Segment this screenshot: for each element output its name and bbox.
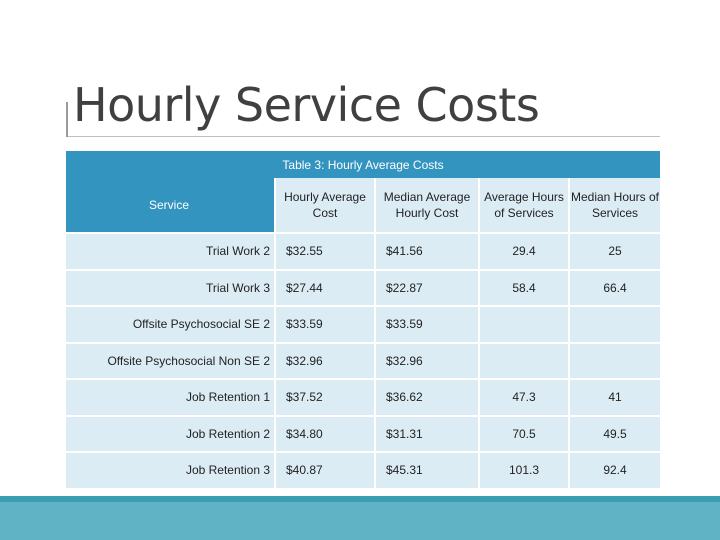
cell-service: Job Retention 2 <box>66 417 276 454</box>
cell-service: Trial Work 2 <box>66 234 276 271</box>
cell-average-hours: 47.3 <box>480 380 570 417</box>
cell-median-hours: 49.5 <box>570 417 660 454</box>
header-median-average-hourly-cost: Median Average Hourly Cost <box>376 178 480 234</box>
cell-median-hours: 92.4 <box>570 453 660 490</box>
cell-average-hours <box>480 344 570 381</box>
title-accent-bar <box>66 102 68 137</box>
table-row <box>66 453 660 490</box>
table-row <box>66 271 660 308</box>
header-service: Service <box>66 178 276 234</box>
cell-average-hours: 58.4 <box>480 271 570 308</box>
cell-median-average-hourly-cost: $36.62 <box>376 380 480 417</box>
cell-median-average-hourly-cost: $32.96 <box>376 344 480 381</box>
header-average-hours: Average Hours of Services <box>480 178 570 234</box>
cell-average-hours: 29.4 <box>480 234 570 271</box>
table-caption: Table 3: Hourly Average Costs <box>66 151 660 178</box>
cell-service: Offsite Psychosocial SE 2 <box>66 307 276 344</box>
cell-service: Trial Work 3 <box>66 271 276 308</box>
table-row <box>66 234 660 271</box>
cell-average-hours: 70.5 <box>480 417 570 454</box>
cell-median-hours <box>570 344 660 381</box>
cell-median-hours <box>570 307 660 344</box>
header-hourly-average-cost: Hourly Average Cost <box>276 178 376 234</box>
footer-band-stripe <box>0 496 720 502</box>
cell-average-hours: 101.3 <box>480 453 570 490</box>
table-row <box>66 417 660 454</box>
cell-service: Job Retention 1 <box>66 380 276 417</box>
cell-hourly-average-cost: $32.55 <box>276 234 376 271</box>
cell-hourly-average-cost: $32.96 <box>276 344 376 381</box>
table-header-row <box>66 178 660 234</box>
cell-median-hours: 66.4 <box>570 271 660 308</box>
cell-median-average-hourly-cost: $45.31 <box>376 453 480 490</box>
table-body <box>66 234 660 490</box>
cell-hourly-average-cost: $34.80 <box>276 417 376 454</box>
cell-median-hours: 25 <box>570 234 660 271</box>
cell-service: Offsite Psychosocial Non SE 2 <box>66 344 276 381</box>
table-row <box>66 380 660 417</box>
cell-hourly-average-cost: $33.59 <box>276 307 376 344</box>
slide-title: Hourly Service Costs <box>73 78 540 132</box>
header-median-hours: Median Hours of Services <box>570 178 660 234</box>
cell-average-hours <box>480 307 570 344</box>
table-row <box>66 307 660 344</box>
cell-hourly-average-cost: $27.44 <box>276 271 376 308</box>
cell-hourly-average-cost: $40.87 <box>276 453 376 490</box>
table-row <box>66 344 660 381</box>
cell-hourly-average-cost: $37.52 <box>276 380 376 417</box>
cell-service: Job Retention 3 <box>66 453 276 490</box>
cell-median-average-hourly-cost: $41.56 <box>376 234 480 271</box>
footer-band <box>0 496 720 540</box>
hourly-costs-table <box>66 151 660 490</box>
cell-median-average-hourly-cost: $33.59 <box>376 307 480 344</box>
title-divider <box>68 136 660 137</box>
cell-median-hours: 41 <box>570 380 660 417</box>
cell-median-average-hourly-cost: $31.31 <box>376 417 480 454</box>
cell-median-average-hourly-cost: $22.87 <box>376 271 480 308</box>
